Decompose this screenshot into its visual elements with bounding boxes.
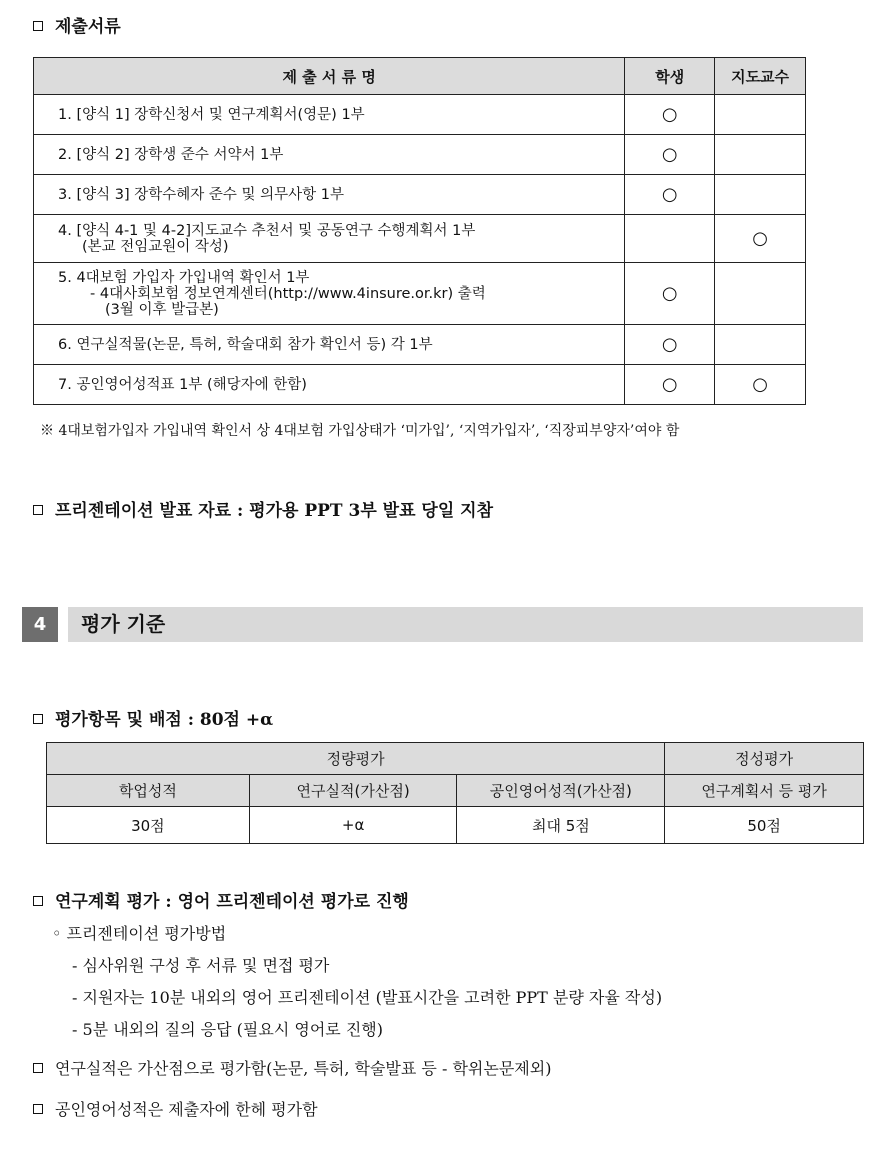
student-mark (625, 215, 715, 263)
table-row (34, 325, 806, 365)
column-header: 연구계획서 등 평가 (665, 775, 864, 807)
checkbox-square-icon (33, 1104, 43, 1114)
score-cell: 50점 (665, 807, 864, 844)
group-header-row (47, 743, 864, 775)
document-name: 6. 연구실적물(논문, 특허, 학술대회 참가 확인서 등) 각 1부 (34, 325, 625, 365)
column-header-document-name: 제 출 서 류 명 (34, 58, 625, 95)
evaluation-criteria-table (46, 742, 864, 844)
table-row (34, 135, 806, 175)
column-header-advisor: 지도교수 (715, 58, 806, 95)
presentation-heading: 프리젠테이션 발표 자료 : 평가용 PPT 3부 발표 당일 지참 (33, 496, 493, 521)
column-header-row (47, 775, 864, 807)
advisor-mark (715, 325, 806, 365)
student-mark: ○ (625, 325, 715, 365)
student-mark: ○ (625, 175, 715, 215)
presentation-method-subheading: ◦ 프리젠테이션 평가방법 (52, 924, 227, 943)
table-row (34, 263, 806, 325)
score-cell: 최대 5점 (457, 807, 665, 844)
advisor-mark: ○ (715, 365, 806, 405)
submission-documents-table (33, 57, 806, 405)
column-header: 연구실적(가산점) (249, 775, 457, 807)
research-bonus-note: 연구실적은 가산점으로 평가함(논문, 특허, 학술발표 등 - 학위논문제외) (33, 1056, 551, 1079)
list-item: - 5분 내외의 질의 응답 (필요시 영어로 진행) (72, 1020, 383, 1039)
section-title-bar (68, 607, 863, 642)
table-header-row (34, 58, 806, 95)
qualitative-header: 정성평가 (665, 743, 864, 775)
document-name: 4. [양식 4-1 및 4-2]지도교수 추천서 및 공동연구 수행계획서 1부 (본교 전임교원이 작성) (34, 215, 625, 263)
list-item: - 지원자는 10분 내외의 영어 프리젠테이션 (발표시간을 고려한 PPT 분량 자율 작성) (72, 988, 663, 1007)
advisor-mark: ○ (715, 215, 806, 263)
student-mark: ○ (625, 95, 715, 135)
document-name: 1. [양식 1] 장학신청서 및 연구계획서(영문) 1부 (34, 95, 625, 135)
checkbox-square-icon (33, 714, 43, 724)
submission-heading: 제출서류 (33, 12, 121, 37)
advisor-mark (715, 135, 806, 175)
checkbox-square-icon (33, 896, 43, 906)
student-mark: ○ (625, 365, 715, 405)
criteria-heading: 평가항목 및 배점 : 80점 +α (33, 705, 273, 730)
advisor-mark (715, 263, 806, 325)
list-item: - 심사위원 구성 후 서류 및 면접 평가 (72, 956, 330, 975)
document-name: 7. 공인영어성적표 1부 (해당자에 한함) (34, 365, 625, 405)
score-row (47, 807, 864, 844)
document-name: 2. [양식 2] 장학생 준수 서약서 1부 (34, 135, 625, 175)
checkbox-square-icon (33, 1063, 43, 1073)
quantitative-header: 정량평가 (47, 743, 665, 775)
student-mark: ○ (625, 135, 715, 175)
advisor-mark (715, 95, 806, 135)
score-cell: 30점 (47, 807, 250, 844)
section-title: 평가 기준 (81, 612, 166, 636)
document-name: 5. 4대보험 가입자 가입내역 확인서 1부 - 4대사회보험 정보연계센터(http://www.4insure.or.kr) 출력 (3월 이후 발급본) (34, 263, 625, 325)
column-header: 공인영어성적(가산점) (457, 775, 665, 807)
research-plan-heading: 연구계획 평가 : 영어 프리젠테이션 평가로 진행 (33, 887, 409, 912)
submission-note: ※ 4대보험가입자 가입내역 확인서 상 4대보험 가입상태가 ‘미가입’, ‘지역가입자’, ‘직장피부양자’여야 함 (40, 423, 680, 439)
score-cell: +α (249, 807, 457, 844)
table-row (34, 215, 806, 263)
table-row (34, 365, 806, 405)
table-row (34, 95, 806, 135)
column-header: 학업성적 (47, 775, 250, 807)
section-number: 4 (22, 607, 58, 642)
advisor-mark (715, 175, 806, 215)
student-mark: ○ (625, 263, 715, 325)
checkbox-square-icon (33, 505, 43, 515)
document-name: 3. [양식 3] 장학수혜자 준수 및 의무사항 1부 (34, 175, 625, 215)
english-score-note: 공인영어성적은 제출자에 한헤 평가함 (33, 1097, 318, 1120)
column-header-student: 학생 (625, 58, 715, 95)
checkbox-square-icon (33, 21, 43, 31)
table-row (34, 175, 806, 215)
